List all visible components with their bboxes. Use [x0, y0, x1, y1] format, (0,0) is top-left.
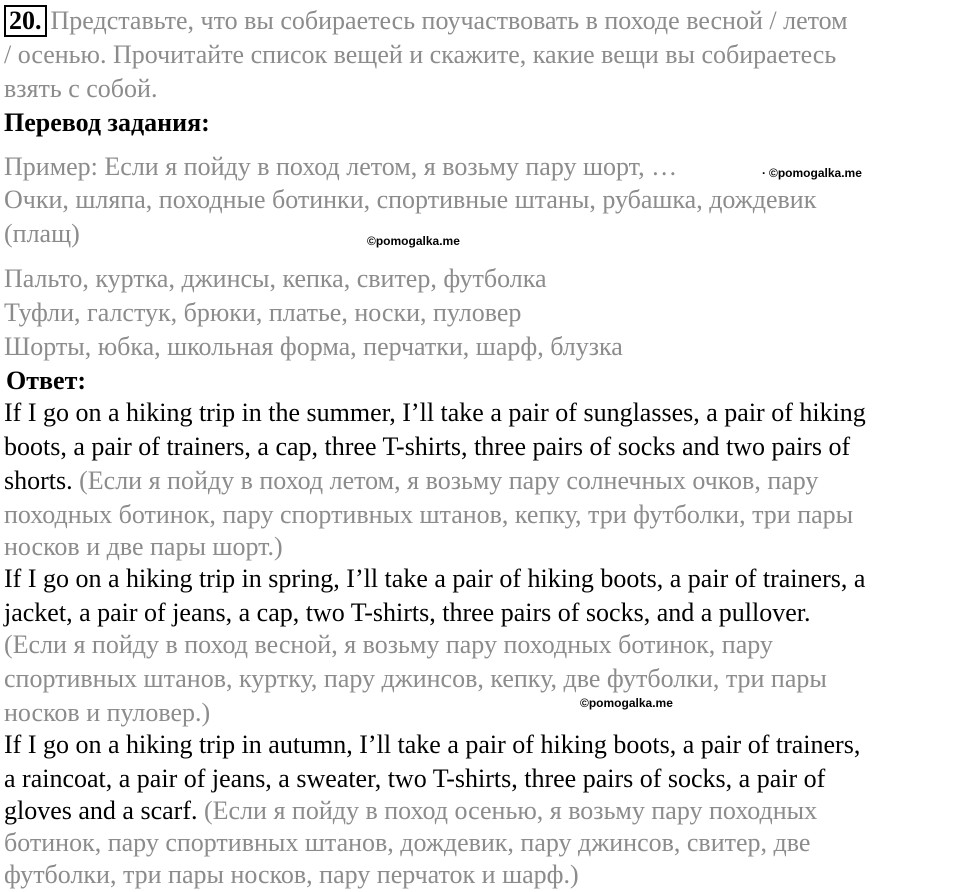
translation-heading: Перевод задания: [4, 108, 210, 137]
autumn-ru-3: футболки, три пары носков, пару перчаток и шарф.) [4, 860, 579, 889]
translation-item-5: Шорты, юбка, школьная форма, перчатки, шарф, блузка [4, 332, 623, 361]
summer-ru-3: носков и две пары шорт.) [4, 532, 283, 561]
summer-ru-1: (Если я пойду в поход летом, я возьму пару солнечных очков, пару [79, 466, 819, 495]
watermark-1: · ©pomogalka.me [762, 166, 862, 180]
summer-en-3: shorts. [4, 466, 73, 495]
autumn-ru-2: ботинок, пару спортивных штанов, дождевик, пару джинсов, свитер, две [4, 828, 811, 857]
autumn-en-2: a raincoat, a pair of jeans, a sweater, two T-shirts, three pairs of socks, a pair of [4, 764, 826, 793]
spring-ru-3: носков и пуловер.) [4, 698, 211, 727]
summer-ru-2: походных ботинок, пару спортивных штанов, кепку, три футболки, три пары [4, 500, 854, 529]
translation-item-3: Пальто, куртка, джинсы, кепка, свитер, футболка [4, 264, 547, 293]
spring-ru-2: спортивных штанов, куртку, пару джинсов, кепку, две футболки, три пары [4, 664, 827, 693]
task-text-2: / осенью. Прочитайте список вещей и скажите, какие вещи вы собираетесь [4, 40, 837, 69]
spring-ru-1: (Если я пойду в поход весной, я возьму пару походных ботинок, пару [4, 630, 773, 659]
answer-heading: Ответ: [6, 366, 87, 395]
spring-en-2: jacket, a pair of jeans, a cap, two T-shirts, three pairs of socks, and a pullover. [4, 598, 811, 627]
autumn-line-3 [4, 794, 817, 828]
translation-example: Пример: Если я пойду в поход летом, я возьму пару шорт, … [4, 152, 678, 181]
task-number: 20. [4, 5, 47, 37]
autumn-ru-1: (Если я пойду в поход осенью, я возьму пару походных [203, 796, 818, 825]
watermark-2: ©pomogalka.me [367, 234, 460, 248]
task-text-1: Представьте, что вы собираетесь поучаствовать в походе весной / летом [50, 6, 848, 35]
summer-en-1: If I go on a hiking trip in the summer, I’ll take a pair of sunglasses, a pair of hiking [4, 398, 866, 427]
autumn-en-1: If I go on a hiking trip in autumn, I’ll take a pair of hiking boots, a pair of trainers, [4, 730, 861, 759]
watermark-3: ©pomogalka.me [580, 696, 673, 710]
summer-en-2: boots, a pair of trainers, a cap, three T-shirts, three pairs of socks and two pairs of [4, 432, 851, 461]
translation-item-4: Туфли, галстук, брюки, платье, носки, пуловер [4, 298, 522, 327]
spring-en-1: If I go on a hiking trip in spring, I’ll take a pair of hiking boots, a pair of trainers, a [4, 564, 866, 593]
autumn-en-3: gloves and a scarf. [4, 796, 198, 825]
task-text-3: взять с собой. [4, 74, 158, 103]
summer-line-3 [4, 464, 818, 498]
task-line-1 [4, 4, 848, 38]
translation-item-2: (плащ) [4, 219, 80, 248]
translation-item-1: Очки, шляпа, походные ботинки, спортивные штаны, рубашка, дождевик [4, 185, 817, 214]
